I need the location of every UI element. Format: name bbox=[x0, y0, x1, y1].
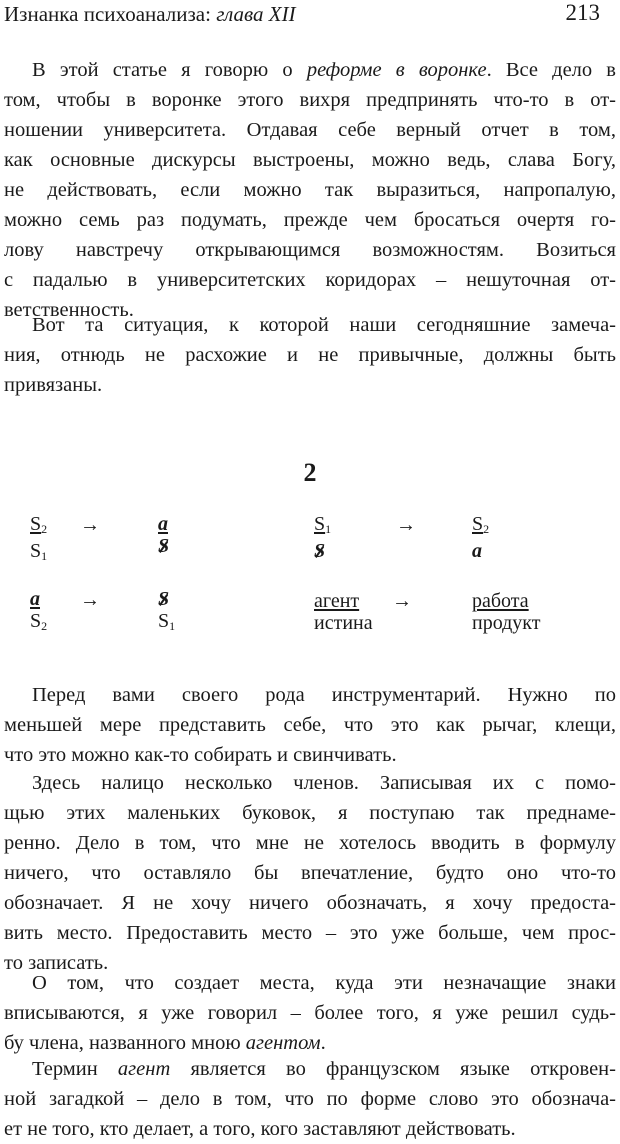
page-number: 213 bbox=[565, 0, 600, 25]
text-line: О том, что создает места, куда эти незначащие знаки bbox=[32, 972, 616, 994]
text-line: Термин агент является во французском языке откровен- bbox=[32, 1058, 616, 1080]
running-title: Изнанка психоанализа: bbox=[4, 2, 211, 26]
text-line: вить место. Предоставить место – это уже больше, чем прос- bbox=[4, 922, 616, 944]
text-line: бу члена, названного мною агентом. bbox=[4, 1032, 326, 1054]
section-number: 2 bbox=[303, 458, 317, 487]
paragraph-3 bbox=[4, 680, 616, 770]
text-line: обозначает. Я не хочу ничего обозначать, я хочу предоста- bbox=[4, 892, 616, 914]
formula-analyst-right: $\frac{S}{S_1}$ bbox=[158, 588, 176, 633]
text-line: ветственность. bbox=[4, 299, 134, 321]
text-line: ничего, что оставляло бы впечатление, будто оно что-то bbox=[4, 862, 616, 884]
text-line: том, чтобы в воронке этого вихря предпринять что-то в от- bbox=[4, 89, 616, 111]
paragraph-4 bbox=[4, 768, 616, 978]
formula-hysteric-left: $\frac{S_1}{S}$ bbox=[314, 513, 332, 562]
barred-subject: S bbox=[158, 588, 170, 610]
formula-places-right: $\frac{\text{работа}}{\text{продукт}}$ bbox=[472, 590, 541, 634]
arrow-icon: → bbox=[396, 514, 416, 536]
emphasis-text: реформе в воронке bbox=[306, 59, 487, 81]
emphasis-text: агентом bbox=[245, 1032, 321, 1054]
text-line: Вот та ситуация, к которой наши сегодняшние замеча- bbox=[32, 314, 616, 336]
formula-master-left: $\frac{S_2}{S_1}$ bbox=[30, 513, 48, 563]
text-line: не действовать, если можно так выразиться, напропалую, bbox=[4, 179, 616, 201]
barred-subject: S bbox=[314, 540, 326, 562]
text-line: щью этих маленьких буковок, я поступаю так преднаме- bbox=[4, 802, 616, 824]
text-line: лову навстречу открывающимся возможностям. Возиться bbox=[4, 239, 616, 261]
text-line: ренно. Дело в том, что мне не хотелось вводить в формулу bbox=[4, 832, 616, 854]
text-line: ношении университета. Отдавая себе верный отчет в том, bbox=[4, 119, 616, 141]
text-line: что это можно как-то собирать и свинчивать. bbox=[4, 744, 397, 766]
text-line: привязаны. bbox=[4, 374, 103, 396]
running-head bbox=[4, 2, 296, 27]
formula-places-left: $\frac{\text{агент}}{\text{истина}}$ bbox=[314, 590, 373, 634]
text-line: Перед вами своего рода инструментарий. Нужно по bbox=[32, 684, 616, 706]
formula-master-right: $\frac{a}{S}$ bbox=[158, 513, 170, 557]
text-line: вписываются, я уже говорил – более того, я уже решил судь- bbox=[4, 1002, 616, 1024]
paragraph-6 bbox=[4, 1054, 616, 1144]
formula-analyst-left: $\frac{a}{S_2}$ bbox=[30, 588, 48, 633]
text-line: Здесь налицо несколько членов. Записывая их с помо- bbox=[32, 772, 616, 794]
paragraph-1 bbox=[4, 55, 616, 325]
arrow-icon: → bbox=[80, 589, 100, 611]
text-line: можно семь раз подумать, прежде чем бросаться очертя го- bbox=[4, 209, 616, 231]
text-line: ния, отнюдь не расхожие и не привычные, должны быть bbox=[4, 344, 616, 366]
text-line: как основные дискурсы выстроены, можно ведь, слава Богу, bbox=[4, 149, 616, 171]
arrow-icon: → bbox=[80, 514, 100, 536]
running-subtitle: глава XII bbox=[216, 2, 296, 26]
barred-subject: S bbox=[158, 535, 170, 557]
emphasis-text: агент bbox=[117, 1058, 171, 1080]
text-line: В этой статье я говорю о реформе в воронке. Все дело в bbox=[32, 59, 616, 81]
paragraph-2 bbox=[4, 310, 616, 400]
text-line: то записать. bbox=[4, 952, 109, 974]
arrow-icon: → bbox=[392, 590, 412, 612]
text-line: ной загадкой – дело в том, что по форме слово это обознача- bbox=[4, 1088, 616, 1110]
paragraph-5 bbox=[4, 968, 616, 1058]
formula-hysteric-right: $\frac{S_2}{a}$ bbox=[472, 513, 490, 562]
text-line: меньшей мере представить себе, что это как рычаг, клещи, bbox=[4, 714, 616, 736]
text-line: с падалью в университетских коридорах – нешуточная от- bbox=[4, 269, 616, 291]
text-line: ет не того, кто делает, а того, кого заставляют действовать. bbox=[4, 1118, 516, 1140]
